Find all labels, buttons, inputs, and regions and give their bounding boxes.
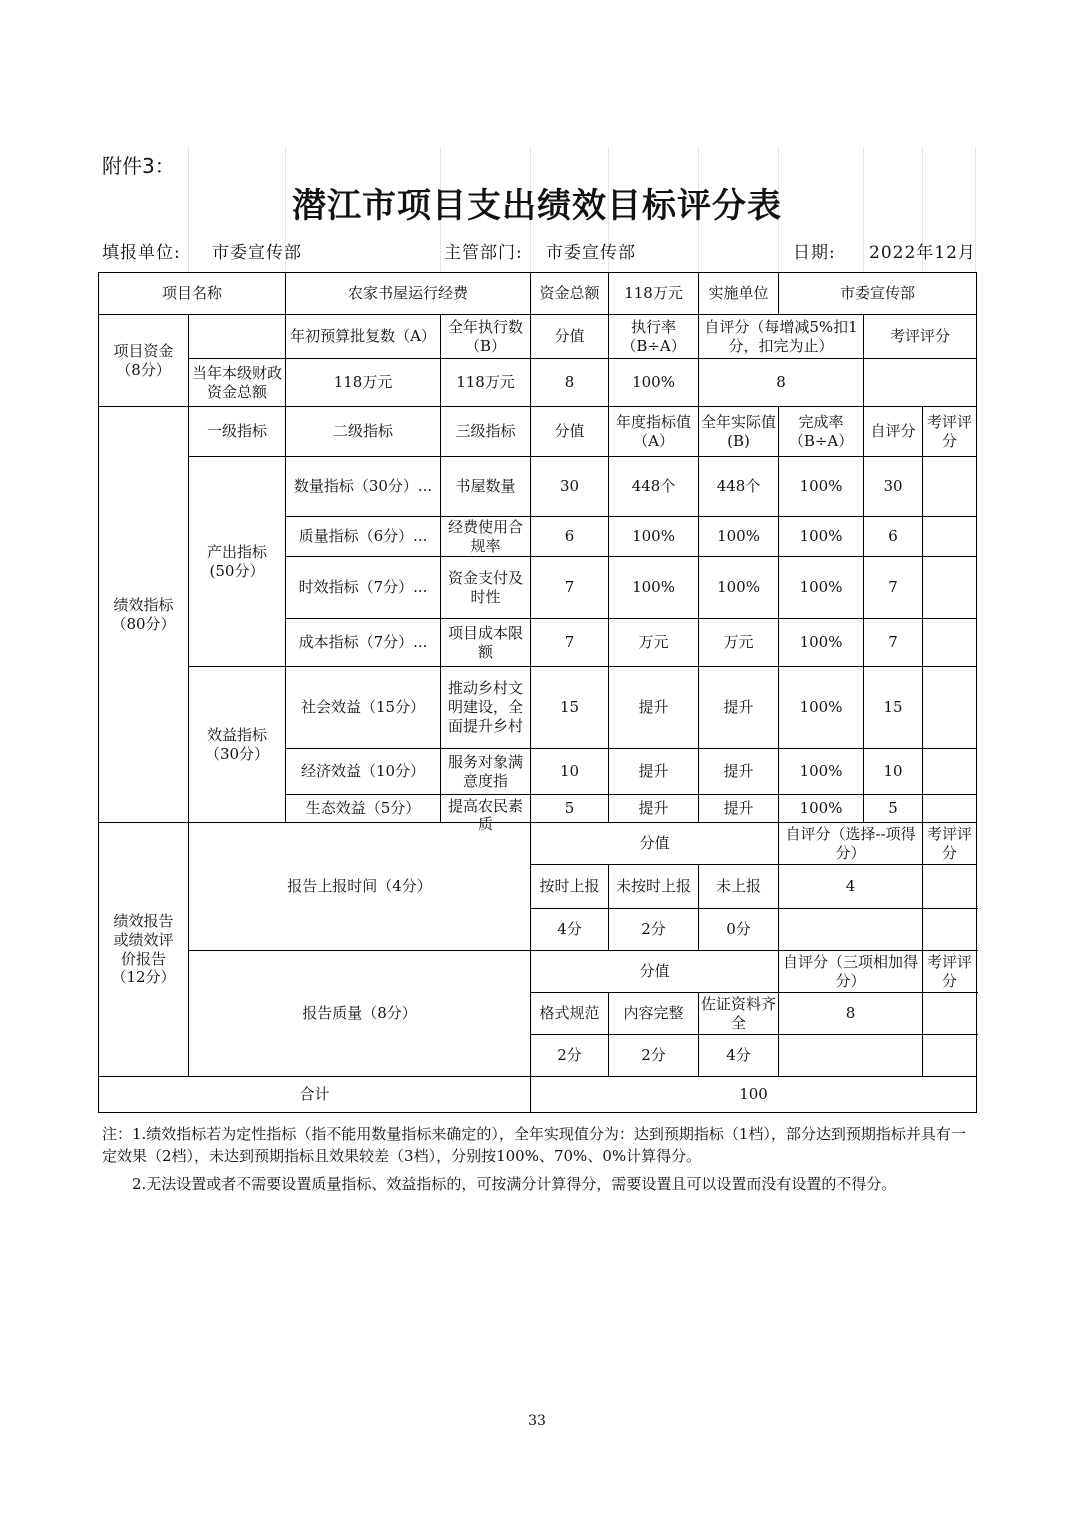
perf-h-self: 自评分 [864, 407, 923, 457]
perf-review [923, 667, 977, 749]
notes [102, 1124, 972, 1195]
perf-actual: 提升 [699, 795, 779, 823]
perf-l2: 成本指标（7分）... [286, 619, 441, 667]
perf-self: 6 [864, 517, 923, 557]
perf-h-level2: 二级指标 [286, 407, 441, 457]
filling-unit-value: 市委宣传部 [212, 243, 302, 263]
funds-header-row [99, 315, 977, 359]
perf-l3-text: 推动乡村文明建设，全面提升乡村 [448, 679, 524, 735]
report-time-opt: 未上报 [699, 865, 779, 909]
date-label: 日期: [793, 243, 836, 263]
funds-row-label: 当年本级财政资金总额 [189, 359, 286, 407]
perf-actual: 448个 [699, 457, 779, 517]
perf-rate: 100% [779, 557, 864, 619]
report-quality-review-blank [923, 1035, 977, 1077]
perf-h-review: 考评评分 [923, 407, 977, 457]
total-funds-label: 资金总额 [531, 273, 609, 315]
table-row [99, 667, 977, 749]
perf-self: 7 [864, 557, 923, 619]
report-quality-self-blank [779, 1035, 923, 1077]
impl-unit-label: 实施单位 [699, 273, 779, 315]
report-quality-self-label: 自评分（三项相加得分） [779, 951, 923, 993]
report-quality-self: 8 [779, 993, 923, 1035]
note-2: 2.无法设置或者不需要设置质量指标、效益指标的，可按满分计算得分，需要设置且可以设置而没有设置的不得分。 [132, 1174, 897, 1193]
perf-rate: 100% [779, 517, 864, 557]
perf-review [923, 795, 977, 823]
total-label: 合计 [99, 1077, 531, 1113]
perf-target: 100% [609, 557, 699, 619]
report-quality-opt: 佐证资料齐全 [699, 993, 779, 1035]
perf-score: 7 [531, 619, 609, 667]
perf-l3-text: 经费使用合规率 [448, 517, 524, 555]
report-quality-opt: 内容完整 [609, 993, 699, 1035]
funds-budget: 118万元 [286, 359, 441, 407]
perf-l3-text: 服务对象满意度指 [448, 752, 524, 790]
perf-self: 10 [864, 749, 923, 795]
report-time-self-label: 自评分（选择--项得分） [779, 823, 923, 865]
total-value: 100 [531, 1077, 977, 1113]
perf-h-rate: 完成率（B÷A） [779, 407, 864, 457]
perf-score: 5 [531, 795, 609, 823]
perf-h-level3: 三级指标 [441, 407, 531, 457]
total-funds: 118万元 [609, 273, 699, 315]
report-time-review-blank [923, 909, 977, 951]
funds-col-exec: 全年执行数（B） [441, 315, 531, 359]
perf-actual: 100% [699, 517, 779, 557]
perf-review [923, 749, 977, 795]
funds-col-budget: 年初预算批复数（A） [286, 315, 441, 359]
funds-col-review: 考评评分 [864, 315, 977, 359]
report-quality-review-label: 考评评分 [923, 951, 977, 993]
perf-rate: 100% [779, 749, 864, 795]
report-time-header-row [99, 823, 977, 865]
dept-label: 主管部门: [444, 243, 523, 263]
perf-score: 30 [531, 457, 609, 517]
perf-l3: 书屋数量 [441, 457, 531, 517]
page-number: 33 [528, 1413, 546, 1429]
report-time-review-label: 考评评分 [923, 823, 977, 865]
funds-self: 8 [699, 359, 864, 407]
funds-col-score: 分值 [531, 315, 609, 359]
perf-header-row [99, 407, 977, 457]
benefit-group-label: 效益指标 （30分） [189, 667, 286, 823]
project-row [99, 273, 977, 315]
report-section-label: 绩效报告或绩效评价报告（12分） [99, 823, 189, 1077]
perf-l2: 经济效益（10分） [286, 749, 441, 795]
table-row [99, 457, 977, 517]
funds-exec: 118万元 [441, 359, 531, 407]
perf-l3: 资金支付及时性 [441, 557, 531, 619]
score-table [98, 272, 977, 1113]
report-time-opt: 未按时上报 [609, 865, 699, 909]
note-1: 注：1.绩效指标若为定性指标（指不能用数量指标来确定的），全年实现值分为：达到预期指标（1档），部分达到预期指标并具有一定效果（2档），未达到预期指标且效果较差（3档），分别按100%、70%、0%计算得分。 [102, 1125, 966, 1165]
perf-l3: 项目成本限额 [441, 619, 531, 667]
page-title: 潜江市项目支出绩效目标评分表 [292, 186, 782, 226]
impl-unit: 市委宣传部 [779, 273, 977, 315]
perf-target: 提升 [609, 667, 699, 749]
output-group-label: 产出指标 (50分） [189, 457, 286, 667]
report-quality-header-row [99, 951, 977, 993]
perf-score: 6 [531, 517, 609, 557]
perf-review [923, 517, 977, 557]
perf-rate: 100% [779, 667, 864, 749]
perf-score: 10 [531, 749, 609, 795]
perf-self: 5 [864, 795, 923, 823]
report-time-opt: 按时上报 [531, 865, 609, 909]
filling-unit-label: 填报单位: [102, 243, 181, 263]
total-row [99, 1077, 977, 1113]
report-quality-pt: 4分 [699, 1035, 779, 1077]
funds-section-label: 项目资金 （8分） [99, 315, 189, 407]
project-name: 农家书屋运行经费 [286, 273, 531, 315]
perf-actual: 提升 [699, 749, 779, 795]
perf-l2: 数量指标（30分）... [286, 457, 441, 517]
perf-self: 30 [864, 457, 923, 517]
report-time-self: 4 [779, 865, 923, 909]
report-time-score-label: 分值 [531, 823, 779, 865]
funds-review [864, 359, 977, 407]
perf-l2-text: 质量指标（6分）... [298, 527, 428, 546]
perf-review [923, 557, 977, 619]
perf-score: 7 [531, 557, 609, 619]
perf-l2: 生态效益（5分） [286, 795, 441, 823]
perf-l3-text: 提高农民素质 [448, 796, 524, 834]
project-name-label: 项目名称 [99, 273, 286, 315]
funds-score: 8 [531, 359, 609, 407]
funds-blank [189, 315, 286, 359]
attachment-label: 附件3： [102, 154, 175, 178]
perf-review [923, 457, 977, 517]
perf-l2: 社会效益（15分） [286, 667, 441, 749]
perf-rate: 100% [779, 619, 864, 667]
perf-l3 [441, 667, 531, 749]
report-time-pt: 4分 [531, 909, 609, 951]
report-quality-pt: 2分 [531, 1035, 609, 1077]
perf-actual: 万元 [699, 619, 779, 667]
funds-col-rate: 执行率（B÷A） [609, 315, 699, 359]
perf-target: 448个 [609, 457, 699, 517]
perf-target: 100% [609, 517, 699, 557]
perf-target: 万元 [609, 619, 699, 667]
report-quality-review [923, 993, 977, 1035]
perf-l2: 时效指标（7分）... [286, 557, 441, 619]
perf-actual: 100% [699, 557, 779, 619]
perf-h-score: 分值 [531, 407, 609, 457]
perf-h-actual: 全年实际值(B) [699, 407, 779, 457]
perf-self: 15 [864, 667, 923, 749]
perf-l3 [441, 517, 531, 557]
report-quality-pt: 2分 [609, 1035, 699, 1077]
perf-h-level1: 一级指标 [189, 407, 286, 457]
report-time-review [923, 865, 977, 909]
perf-self: 7 [864, 619, 923, 667]
funds-col-self: 自评分（每增减5%扣1分，扣完为止） [699, 315, 864, 359]
funds-data-row [99, 359, 977, 407]
report-quality-label: 报告质量（8分） [189, 951, 531, 1077]
perf-rate: 100% [779, 795, 864, 823]
perf-rate: 100% [779, 457, 864, 517]
perf-l2 [286, 517, 441, 557]
perf-l3 [441, 749, 531, 795]
dept-value: 市委宣传部 [546, 243, 636, 263]
date-value: 2022年12月 [869, 243, 976, 263]
report-time-self-blank [779, 909, 923, 951]
report-quality-opt: 格式规范 [531, 993, 609, 1035]
perf-score: 15 [531, 667, 609, 749]
report-time-pt: 0分 [699, 909, 779, 951]
perf-actual: 提升 [699, 667, 779, 749]
perf-l3 [441, 795, 531, 834]
report-quality-score-label: 分值 [531, 951, 779, 993]
perf-h-target: 年度指标值（A） [609, 407, 699, 457]
perf-target: 提升 [609, 795, 699, 823]
report-time-pt: 2分 [609, 909, 699, 951]
funds-rate: 100% [609, 359, 699, 407]
perf-section-label: 绩效指标 （80分） [99, 407, 189, 823]
perf-review [923, 619, 977, 667]
perf-target: 提升 [609, 749, 699, 795]
report-time-label: 报告上报时间（4分） [189, 823, 531, 951]
